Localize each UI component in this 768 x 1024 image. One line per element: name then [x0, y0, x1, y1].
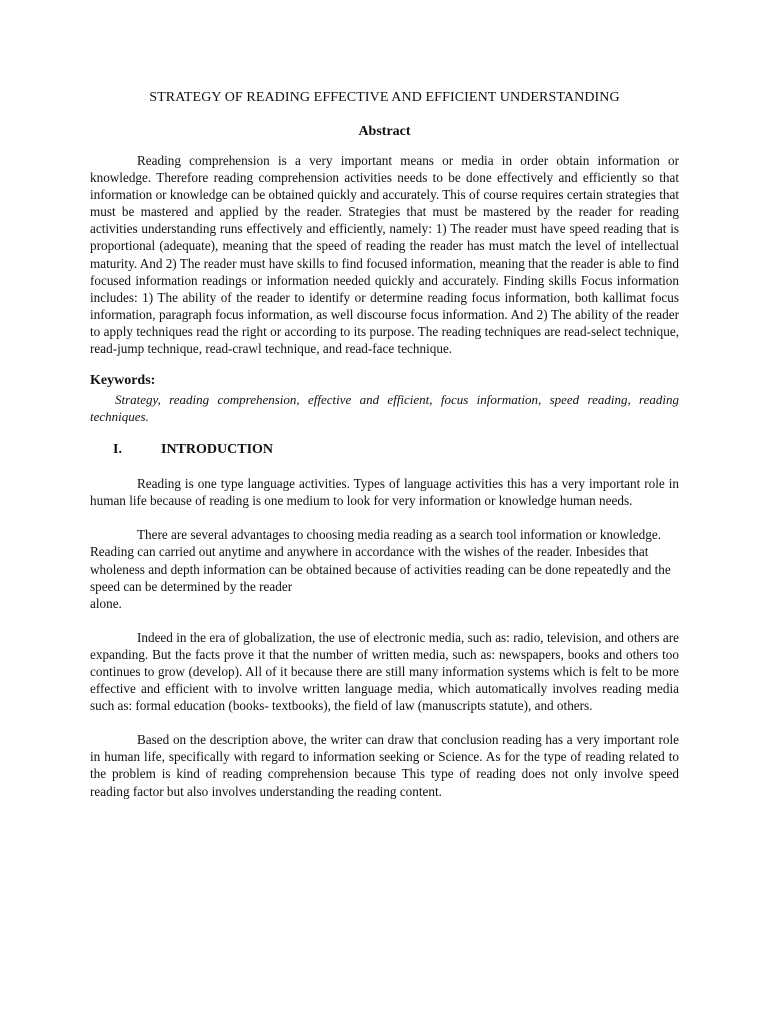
- body-paragraph-1: Reading is one type language activities. Types of language activities this has a very important role in human life because of reading is one medium to look for very information or knowledge human needs.: [90, 476, 679, 509]
- document-page: [90, 90, 679, 800]
- body-paragraph-2-block: [90, 526, 679, 611]
- section-title: INTRODUCTION: [161, 442, 274, 458]
- body-paragraph-3: Indeed in the era of globalization, the use of electronic media, such as: radio, television, and others are expanding. But the facts prove it that the number of written media, such as: newspapers, books and others too continues to grow (develop). All of it because there are still many information systems which is felt to be more effective and efficient with to involve written language media, which automatically involves reading media such as: formal education (books- textbooks), the field of law (manuscripts statute), and others.: [90, 629, 679, 714]
- body-paragraph-4: Based on the description above, the writer can draw that conclusion reading has a very important role in human life, specifically with regard to information seeking or Science. As for the type of reading related to the problem is kind of reading comprehension because This type of reading does not only involve speed reading factor but also involves understanding the reading content.: [90, 732, 679, 799]
- abstract-paragraph: Reading comprehension is a very important means or media in order obtain information or knowledge. Therefore reading comprehension activities needs to be done effectively and efficiently so that information or knowledge can be obtained quickly and accurately. This of course requires certain strategies that must be mastered and applied by the reader. Strategies that must be mastered by the reader for reading activities understanding runs effectively and efficiently, namely: 1) The reader must have speed reading that is proportional (adequate), meaning that the speed of reading the reader has must match the level of intellectual maturity. And 2) The reader must have skills to find focused information, meaning that the reader is able to find focused information readings or information needed quickly and accurately. Finding skills Focus information includes: 1) The ability of the reader to identify or determine reading focus information, both kallimat focus information, paragraph focus information, as well discourse focus information. And 2) The ability of the reader to apply techniques read the right or according to its purpose. The reading techniques are read-select technique, read-jump technique, read-crawl technique, and read-face technique.: [90, 153, 679, 357]
- keywords-heading: Keywords:: [90, 373, 156, 389]
- document-title: STRATEGY OF READING EFFECTIVE AND EFFICIENT UNDERSTANDING: [149, 90, 620, 105]
- body-paragraph-2-tail: alone.: [90, 595, 122, 611]
- body-paragraph-2: There are several advantages to choosing media reading as a search tool information or knowledge. Reading can carried out anytime and anywhere in accordance with the wishes of the reader. Inbesides that wholeness and depth information can be obtained because of activities reading can be done repeatedly and the speed can be determined by the reader: [90, 527, 671, 594]
- abstract-heading: Abstract: [358, 124, 411, 139]
- section-number: I.: [113, 442, 122, 458]
- section-heading-introduction: [90, 442, 679, 458]
- keywords-text: Strategy, reading comprehension, effective and efficient, focus information, speed reading, reading techniques.: [90, 392, 679, 425]
